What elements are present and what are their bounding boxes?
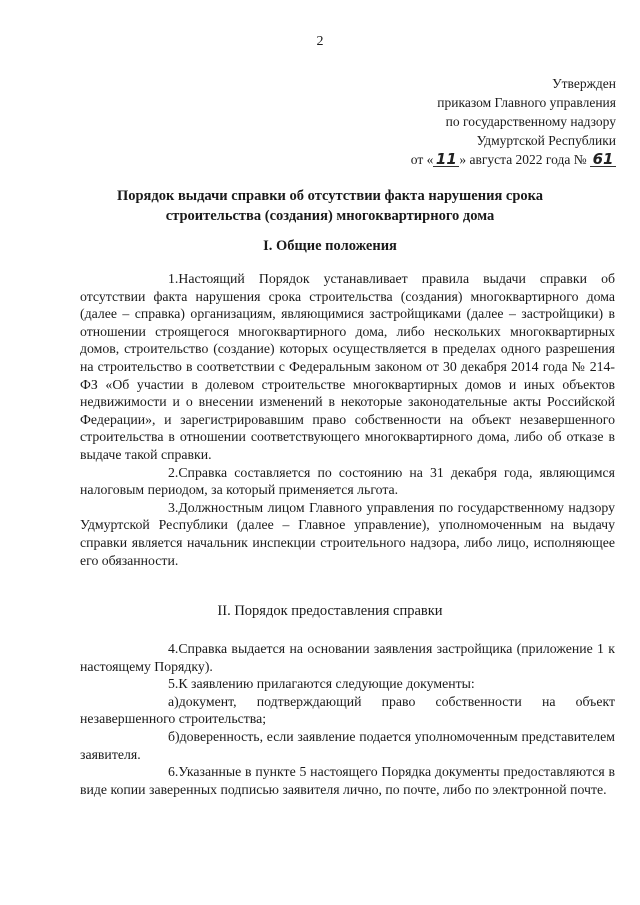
paragraph-number: 4. — [168, 641, 179, 656]
paragraph-number: б) — [168, 728, 180, 744]
page-number: 2 — [316, 34, 324, 49]
order-number-handwritten: 61 — [590, 152, 616, 167]
section-1-heading: I. Общие положения — [263, 238, 397, 254]
paragraph-text: К заявлению прилагаются следующие документы: — [178, 676, 475, 692]
document-title — [70, 186, 590, 226]
paragraph-number: 2. — [168, 464, 179, 480]
paragraph-5b — [80, 728, 615, 763]
date-day-handwritten: 11 — [433, 152, 459, 167]
approval-line-order: приказом Главного управления — [437, 95, 616, 110]
approval-line-approved: Утвержден — [552, 76, 616, 91]
date-middle: » августа 2022 года № — [459, 152, 587, 167]
section-1-body — [80, 270, 615, 569]
section-2-body — [80, 640, 615, 798]
paragraph-1 — [80, 270, 615, 464]
paragraph-number: 1. — [168, 271, 179, 286]
section-2-heading: II. Порядок предоставления справки — [217, 603, 443, 619]
paragraph-text: Должностным лицом Главного управления по государственному надзору Удмуртской Республики (далее – Главное управление), уполномоченным на выдачу справки является начальник инспекции строительного надзора, либо лицо, исполняющее его обязанности. — [80, 499, 615, 568]
paragraph-text: доверенность, если заявление подается уполномоченным представителем заявителя. — [80, 728, 615, 762]
paragraph-number: 3. — [168, 499, 179, 515]
paragraph-5a — [80, 693, 615, 728]
paragraph-text: Справка составляется по состоянию на 31 декабря года, являющимся налоговым периодом, за который применяется льгота. — [80, 464, 615, 498]
paragraph-4 — [80, 640, 615, 675]
paragraph-text: Настоящий Порядок устанавливает правила выдачи справки об отсутствии факта нарушения срока строительства (создания) многоквартирного дома (далее – справка) организациям, являющимися застройщиками (далее – застройщики) в отношении строящегося многоквартирного дома, либо нескольких многоквартирных домов, строительство (создание) которых осуществляется в пределах одного разрешения на строительство в соответствии с Федеральным законом от 30 декабря 2014 года № 214-ФЗ «Об участии в долевом строительстве многоквартирных домов и иных объектов недвижимости и о внесении изменений в некоторые законодательные акты Российской Федерации», и зарегистрировавшим право собственности на объект незавершенного строительства в отношении соответствующего многоквартирного дома, либо об отказе в выдаче такой справки. — [80, 271, 615, 462]
date-prefix: от « — [410, 152, 434, 167]
approval-date-line — [411, 150, 616, 169]
paragraph-2 — [80, 464, 615, 499]
paragraph-text: Указанные в пункте 5 настоящего Порядка документы предоставляются в виде копии заверенных подписью заявителя лично, по почте, либо по электронной почте. — [80, 764, 615, 797]
approval-line-republic: Удмуртской Республики — [476, 133, 616, 148]
title-line-2: строительства (создания) многоквартирного дома — [165, 208, 495, 224]
paragraph-5 — [80, 675, 615, 693]
paragraph-text: Справка выдается на основании заявления застройщика (приложение 1 к настоящему Порядку). — [80, 641, 615, 674]
paragraph-number: 6. — [168, 764, 179, 780]
paragraph-number: 5. — [168, 676, 179, 692]
paragraph-text: документ, подтверждающий право собственности на объект незавершенного строительства; — [80, 693, 615, 727]
title-line-1: Порядок выдачи справки об отсутствии факта нарушения срока — [116, 188, 544, 204]
approval-block — [411, 74, 616, 169]
paragraph-number: а) — [168, 693, 179, 709]
paragraph-6 — [80, 763, 615, 798]
paragraph-3 — [80, 499, 615, 569]
approval-line-supervision: по государственному надзору — [445, 114, 616, 129]
